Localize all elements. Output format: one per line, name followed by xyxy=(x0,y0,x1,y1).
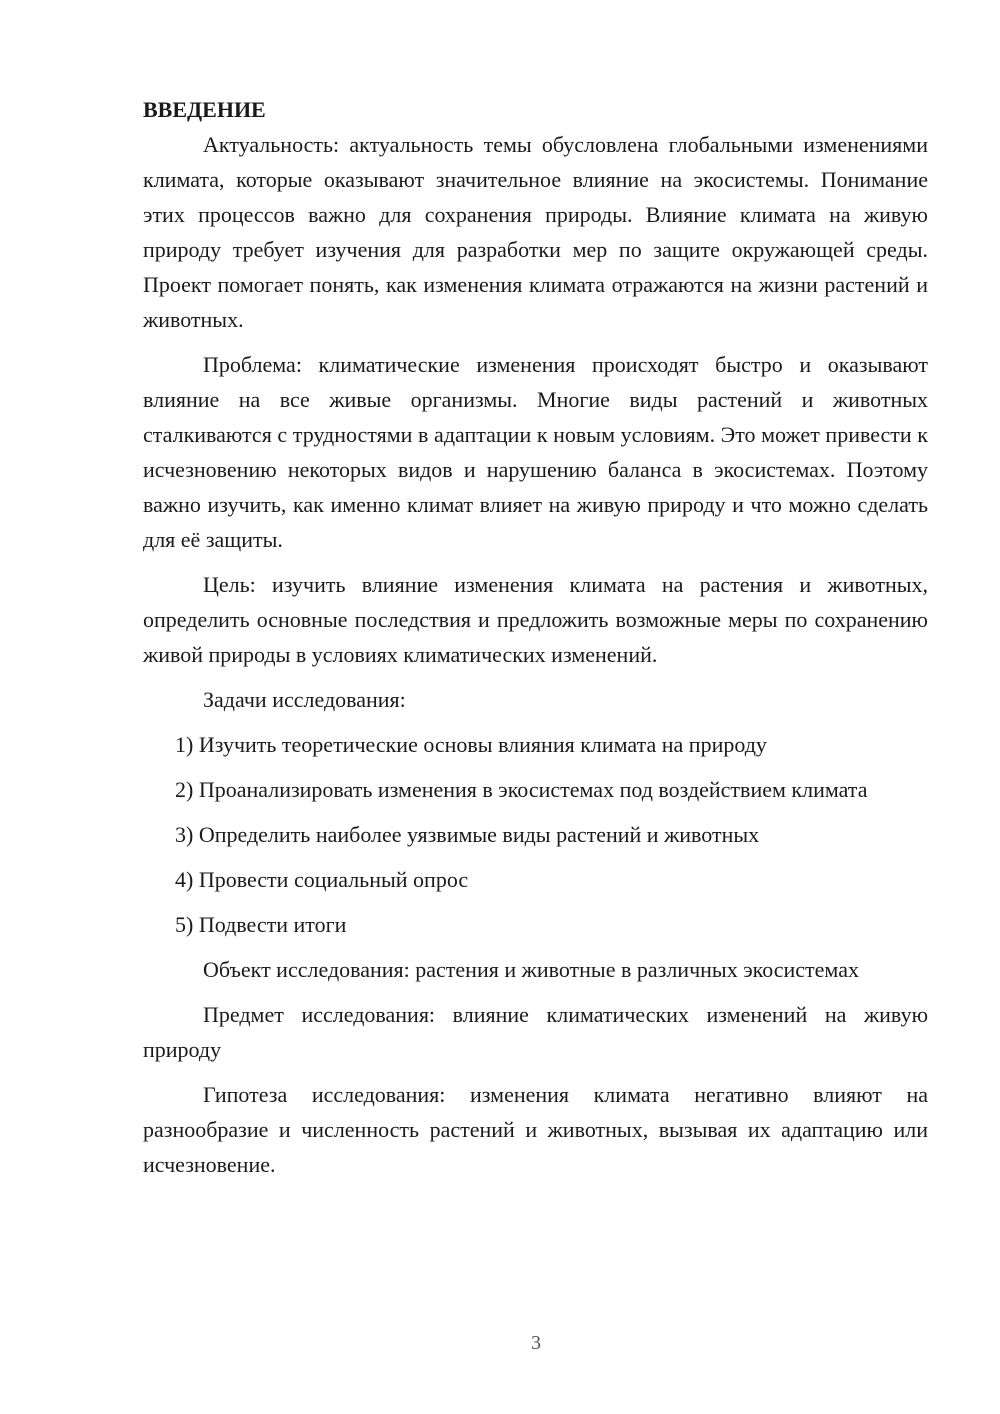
tasks-heading: Задачи исследования: xyxy=(203,687,406,712)
goal-paragraph: Цель: изучить влияние изменения климата на растения и животных, определить основные последствия и предложить возможные меры по сохранению живой природы в условиях климатических изменений. xyxy=(143,572,928,667)
task-item-2: 2) Проанализировать изменения в экосистемах под воздействием климата xyxy=(175,777,868,802)
task-item-3: 3) Определить наиболее уязвимые виды растений и животных xyxy=(175,822,760,847)
task-item-4: 4) Провести социальный опрос xyxy=(175,867,469,892)
page-title: ВВЕДЕНИЕ xyxy=(143,97,266,122)
problem-paragraph: Проблема: климатические изменения происходят быстро и оказывают влияние на все живые организмы. Многие виды растений и животных сталкиваются с трудностями в адаптации к новым условиям. Это может привести к исчезновению некоторых видов и нарушению баланса в экосистемах. Поэтому важно изучить, как именно климат влияет на живую природу и что можно сделать для её защиты. xyxy=(143,352,928,552)
task-item-1: 1) Изучить теоретические основы влияния климата на природу xyxy=(175,732,767,757)
research-object: Объект исследования: растения и животные в различных экосистемах xyxy=(203,957,859,982)
research-hypothesis: Гипотеза исследования: изменения климата негативно влияют на разнообразие и численность растений и животных, вызывая их адаптацию или исчезновение. xyxy=(143,1082,928,1177)
task-item-5: 5) Подвести итоги xyxy=(175,912,347,937)
page-number: 3 xyxy=(531,1332,541,1354)
relevance-paragraph: Актуальность: актуальность темы обусловлена глобальными изменениями климата, которые оказывают значительное влияние на экосистемы. Понимание этих процессов важно для сохранения природы. Влияние климата на живую природу требует изучения для разработки мер по защите окружающей среды. Проект помогает понять, как изменения климата отражаются на жизни растений и животных. xyxy=(143,132,928,332)
document-page xyxy=(143,92,928,1182)
research-subject: Предмет исследования: влияние климатических изменений на живую природу xyxy=(143,1002,928,1062)
